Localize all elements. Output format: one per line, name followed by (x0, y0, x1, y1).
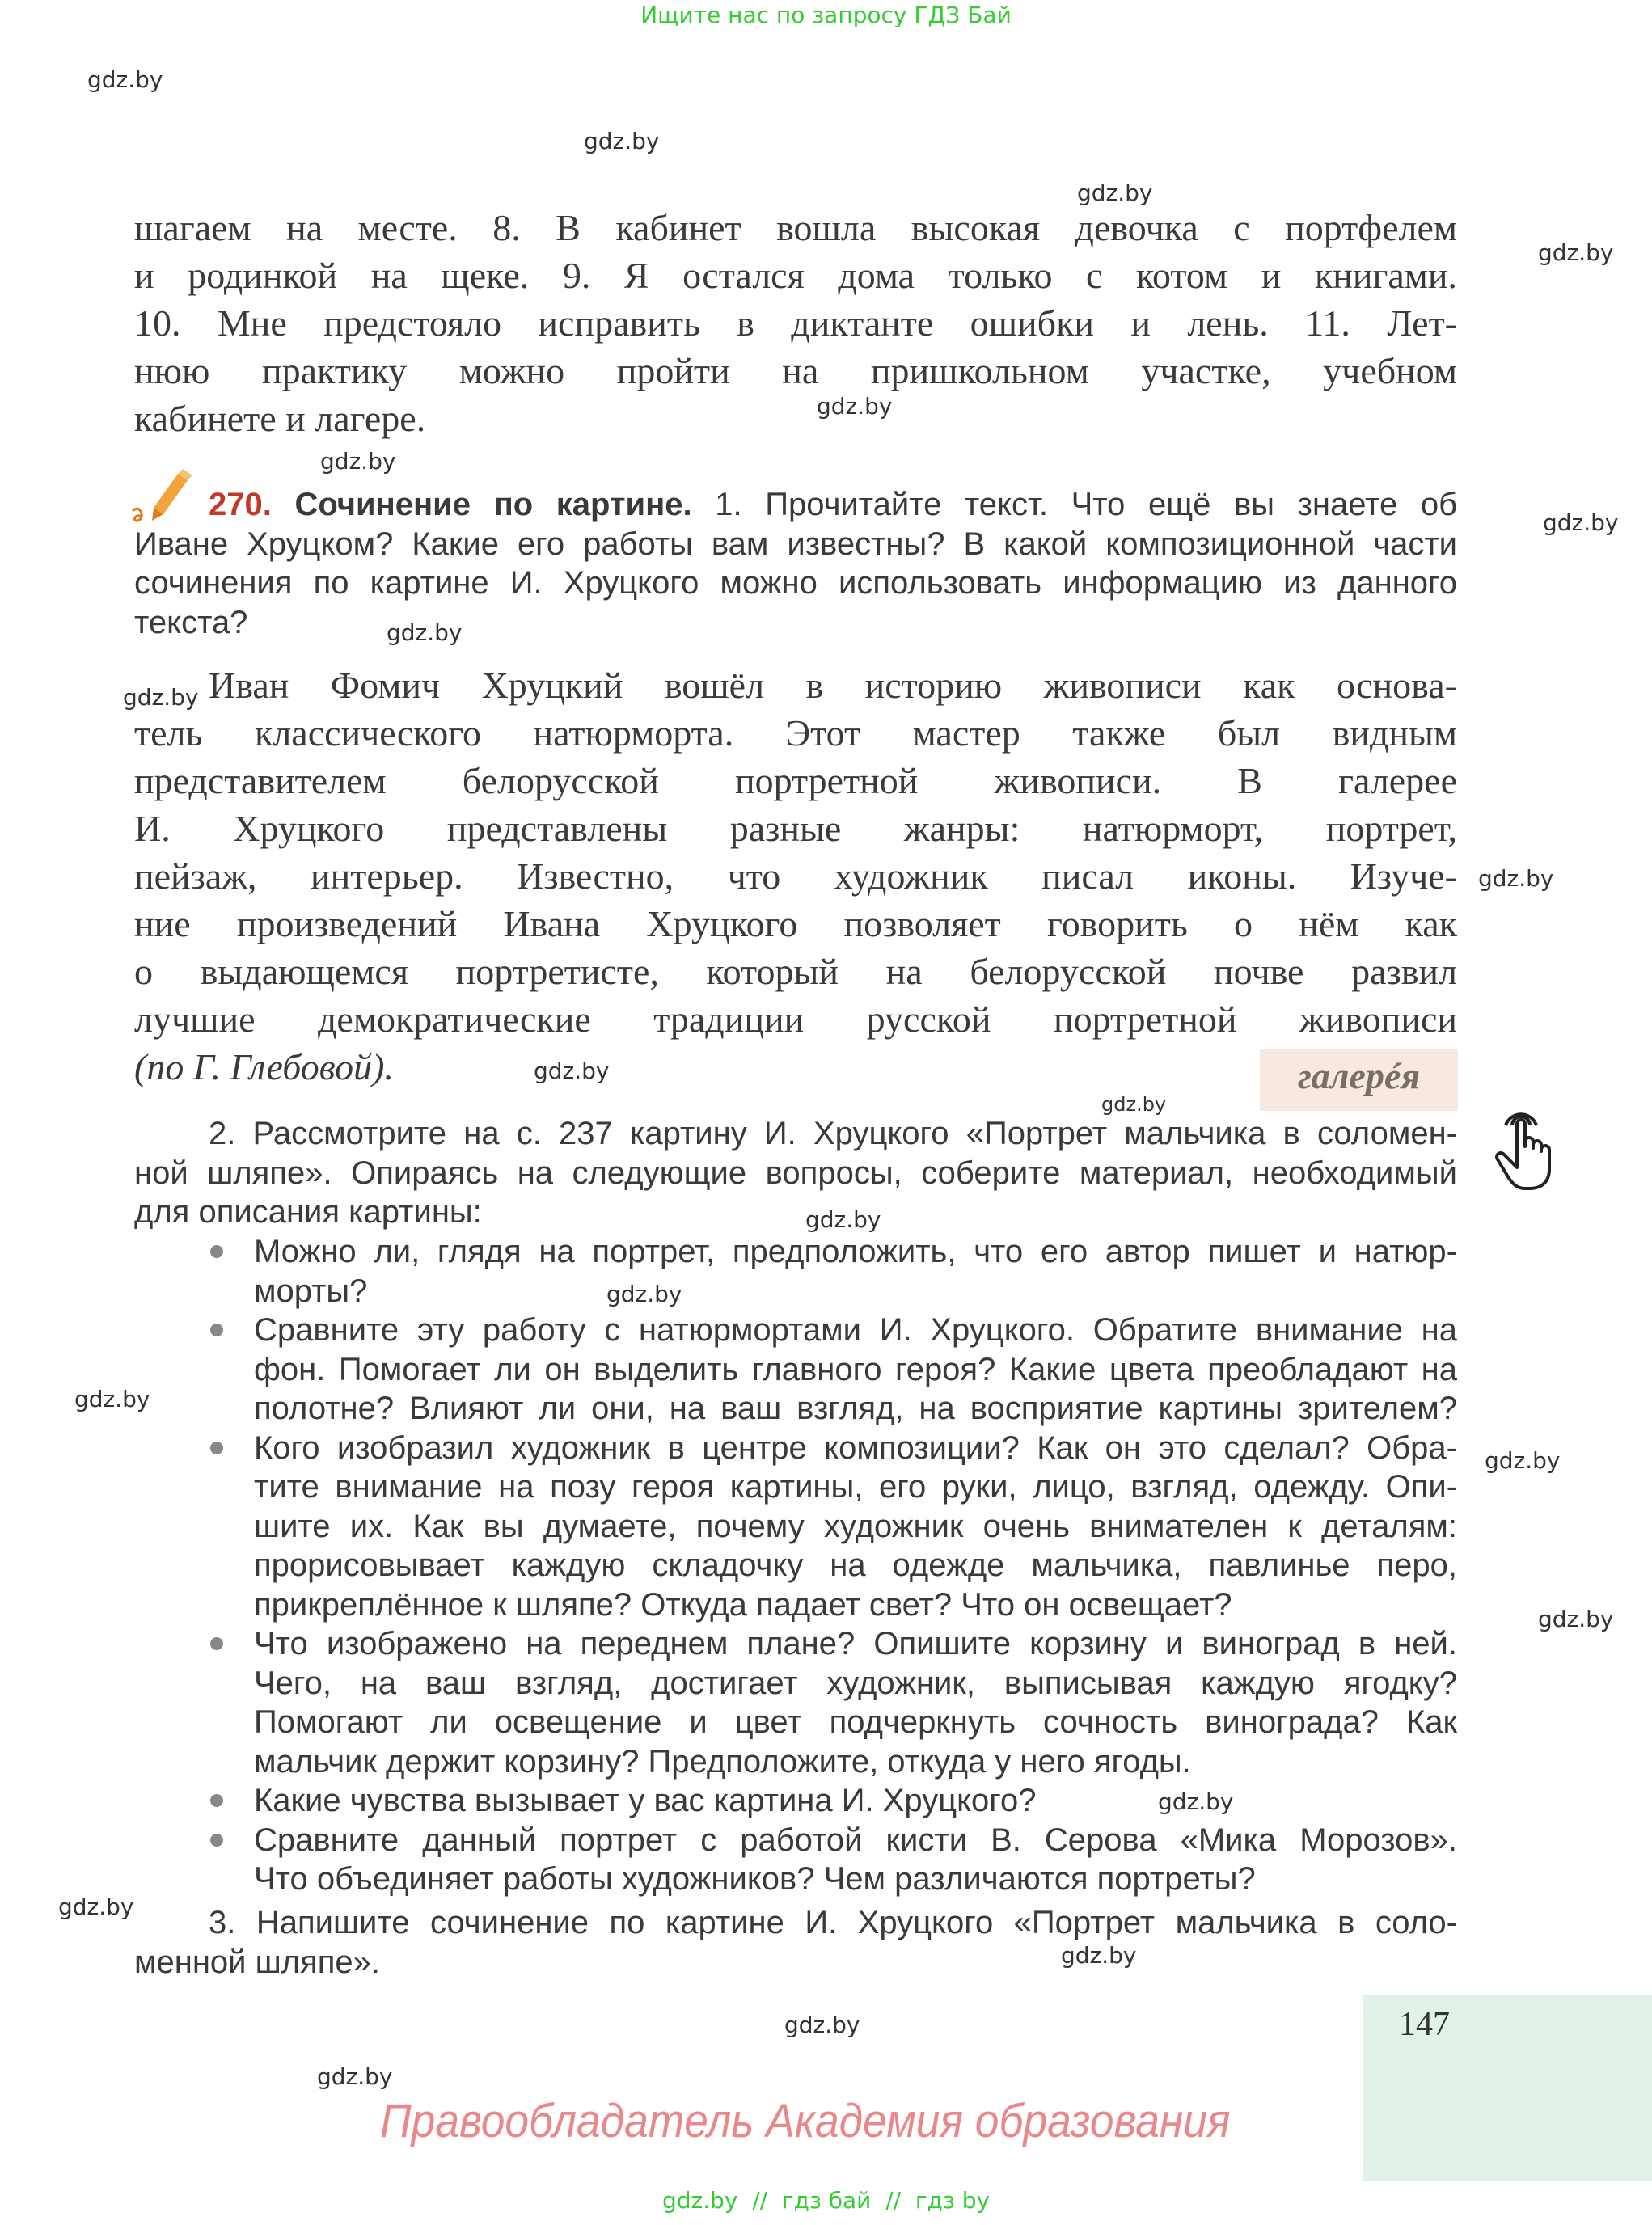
reading-text (134, 661, 1457, 1091)
text-line: для описания картины: (134, 1194, 482, 1230)
top-banner[interactable]: Ищите нас по запросу ГДЗ Бай (640, 2, 1012, 28)
watermark: gdz.by (1061, 1942, 1137, 1969)
text-line: Что объединяет работы художников? Чем различаются портреты? (254, 1861, 1256, 1897)
watermark: gdz.by (606, 1281, 682, 1307)
text-line: Кого изобразил художник в центре композиции? Как он это сделал? Обра- (254, 1429, 1457, 1466)
watermark: gdz.by (1478, 865, 1554, 892)
text-line: Помогают ли освещение и цвет подчеркнуть сочность винограда? Как (254, 1704, 1457, 1740)
watermark: gdz.by (1077, 179, 1153, 206)
text-line: фон. Помогает ли он выделить главного героя? Какие цвета преобладают на (254, 1351, 1457, 1387)
watermark: gdz.by (805, 1206, 881, 1233)
text-line: 2. Рассмотрите на с. 237 картину И. Хруцкого «Портрет мальчика в соломен- (209, 1116, 1457, 1151)
text-line: Сравните данный портрет с работой кисти В. Серова «Мика Морозов». (254, 1822, 1457, 1858)
text-line: И. Хруцкого представлены разные жанры: натюрморт, портрет, (134, 808, 1457, 849)
exercise-title: Сочинение по картине. (294, 487, 692, 522)
watermark: gdz.by (1538, 239, 1614, 266)
text-source: (по Г. Глебовой). (134, 1046, 394, 1087)
list-item (134, 1232, 1457, 1311)
exercise-270-task-3 (134, 1903, 1457, 1982)
text-line: менной шляпе». (134, 1944, 380, 1980)
text-line: Иване Хруцком? Какие его работы вам известны? В какой композиционной части (134, 526, 1457, 562)
text-line: морты? (254, 1273, 368, 1309)
vocabulary-word: галерéя (1297, 1055, 1421, 1096)
watermark: gdz.by (784, 2012, 860, 2038)
text-line: прорисовывает каждую складочку на одежде мальчика, павлинье перо, (254, 1547, 1457, 1583)
text-line: 10. Мне предстояло исправить в диктанте ошибки и лень. 11. Лет- (134, 302, 1457, 344)
question-list (134, 1232, 1457, 1899)
text-line: тель классического натюрморта. Этот мастер также был видным (134, 712, 1457, 754)
text-line: кабинете и лагере. (134, 398, 426, 439)
text-line: Сравните эту работу с натюрмортами И. Хруцкого. Обратите внимание на (254, 1312, 1457, 1348)
text-line: Что изображено на переднем плане? Опишите корзину и виноград в ней. (254, 1626, 1457, 1661)
text-line: сочинения по картине И. Хруцкого можно использовать информацию из данного (134, 565, 1457, 601)
text-line: Иван Фомич Хруцкий вошёл в историю живописи как основа- (209, 665, 1457, 706)
footer-links[interactable]: gdz.by // гдз бай // гдз by (661, 2187, 991, 2214)
text-line: шагаем на месте. 8. В кабинет вошла высокая девочка с портфелем (134, 207, 1457, 248)
text-line: Какие чувства вызывает у вас картина И. Хруцкого? (254, 1783, 1037, 1818)
text-line: и родинкой на щеке. 9. Я остался дома только с котом и книгами. (134, 255, 1457, 296)
exercise-270-task-2 (134, 1114, 1457, 1232)
text-line: пейзаж, интерьер. Известно, что художник писал иконы. Изуче- (134, 855, 1457, 897)
exercise-270-task-1 (134, 485, 1457, 642)
list-item (134, 1429, 1457, 1625)
text-line: тите внимание на позу героя картины, его руки, лицо, взгляд, одежду. Опи- (254, 1469, 1457, 1505)
watermark: gdz.by (817, 393, 893, 420)
list-item (134, 1781, 1457, 1821)
watermark: gdz.by (320, 448, 396, 475)
page-number: 147 (1399, 2006, 1450, 2043)
list-item (134, 1624, 1457, 1781)
text-line: нюю практику можно пройти на пришкольном участке, учебном (134, 350, 1457, 391)
touch-hand-icon[interactable] (1489, 1104, 1557, 1193)
watermark: gdz.by (1101, 1093, 1167, 1116)
watermark: gdz.by (317, 2063, 393, 2090)
text-line: полотне? Влияют ли они, на ваш взгляд, на восприятие картины зрителем? (254, 1391, 1457, 1426)
list-item (134, 1821, 1457, 1899)
watermark: gdz.by (1485, 1447, 1561, 1474)
exercise-heading-line (134, 485, 1457, 525)
watermark: gdz.by (1158, 1788, 1234, 1815)
watermark: gdz.by (87, 66, 163, 93)
text-line: лучшие демократические традиции русской портретной живописи (134, 999, 1457, 1040)
text-line: Можно ли, глядя на портрет, предположить, что его автор пишет и натюр- (254, 1234, 1457, 1269)
text-line: мальчик держит корзину? Предположите, откуда у него ягоды. (254, 1743, 1191, 1780)
text-line: прикреплённое к шляпе? Откуда падает свет? Что он освещает? (254, 1586, 1232, 1623)
watermark: gdz.by (1543, 509, 1619, 536)
watermark: gdz.by (58, 1894, 134, 1920)
watermark: gdz.by (123, 684, 199, 711)
text-line: представителем белорусской портретной живописи. В галерее (134, 760, 1457, 801)
page-number-box (1363, 1995, 1652, 2181)
copyright: Правообладатель Академия образования (380, 2095, 1231, 2147)
text-line: текста? (134, 604, 248, 640)
previous-exercise-text (134, 204, 1457, 442)
text-line: ной шляпе». Опираясь на следующие вопросы, соберите материал, необходимый (134, 1155, 1457, 1191)
list-item (134, 1311, 1457, 1429)
text-line: ние произведений Ивана Хруцкого позволяет говорить о нём как (134, 903, 1457, 944)
text-line: Чего, на ваш взгляд, достигает художник, выписывая каждую ягодку? (254, 1665, 1457, 1701)
text-line: о выдающемся портретисте, который на белорусской почве развил (134, 951, 1457, 992)
watermark: gdz.by (74, 1386, 150, 1412)
text-line: 3. Напишите сочинение по картине И. Хруцкого «Портрет мальчика в соло- (209, 1905, 1457, 1940)
watermark: gdz.by (387, 619, 463, 646)
vocabulary-box (1260, 1049, 1458, 1111)
watermark: gdz.by (1538, 1606, 1614, 1632)
watermark: gdz.by (584, 128, 660, 154)
watermark: gdz.by (534, 1058, 610, 1084)
exercise-number: 270. (209, 487, 272, 522)
text-line: шите их. Как вы думаете, почему художник очень внимателен к деталям: (254, 1508, 1457, 1544)
task-text: 1. Прочитайте текст. Что ещё вы знаете об (715, 487, 1457, 522)
